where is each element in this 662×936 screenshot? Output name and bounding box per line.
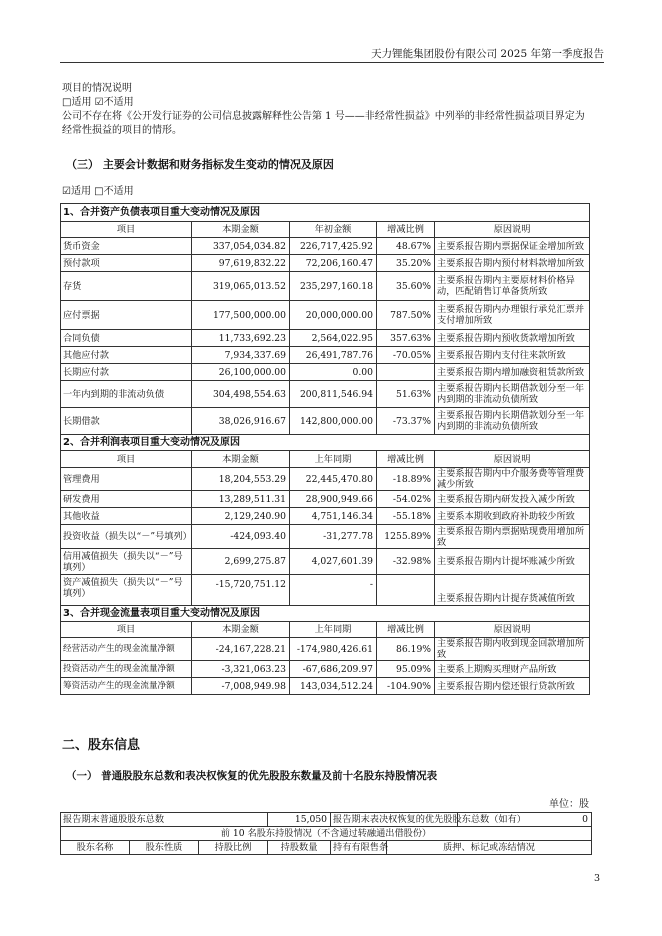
- col-header: 本期金额: [192, 222, 290, 238]
- col-header: 增减比例: [377, 622, 435, 638]
- balance-band: 1、合并资产负债表项目重大变动情况及原因: [61, 204, 435, 222]
- table-row: 合同负债 11,733,692.23 2,564,022.95 357.63% 主要系报告期内预收货款增加所致: [61, 330, 590, 347]
- total-holders-value: 15,050: [268, 813, 331, 827]
- table-row: 管理费用 18,204,553.29 22,445,470.80 -18.89% 主要系报告期内中介服务费等管理费减少所致: [61, 468, 590, 491]
- col-header: 持股数量: [268, 841, 331, 855]
- table-row: 应付票据 177,500,000.00 20,000,000.00 787.50% 主要系报告期内办理银行承兑汇票并支付增加所致: [61, 301, 590, 330]
- table-row: 投资收益（损失以“－”号填列） -424,093.40 -31,277.78 1255.89% 主要系报告期内票据贴现费用增加所致: [61, 525, 590, 549]
- page-number: 3: [593, 873, 600, 884]
- table-row: 长期应付款 26,100,000.00 0.00 主要系报告期内增加融资租赁款所致: [61, 364, 590, 381]
- col-header: 项目: [61, 622, 192, 638]
- intro-heading: 项目的情况说明: [62, 83, 132, 94]
- col-header: 持有有限售条: [331, 841, 387, 855]
- intro-para-1: 公司不存在将《公开发行证券的公司信息披露解释性公告第 1 号——非经常性损益》中列举的非经常性损益项目界定为: [62, 111, 585, 122]
- cashflow-band: 3、合并现金流量表项目重大变动情况及原因: [61, 606, 435, 622]
- table-row: 信用减值损失（损失以“－”号填列） 2,699,275.87 4,027,601.39 -32.98% 主要系报告期内计提坏账减少所致: [61, 549, 590, 575]
- col-header: 股东性质: [130, 841, 199, 855]
- col-header: 质押、标记或冻结情况: [387, 841, 592, 855]
- part-title: 二、股东信息: [62, 738, 141, 753]
- col-header: 原因说明: [435, 622, 590, 638]
- shareholder-table: [60, 812, 592, 855]
- table-row: 其他收益 2,129,240.90 4,751,146.34 -55.18% 主要系本期收到政府补助较少所致: [61, 508, 590, 525]
- col-header: 原因说明: [435, 451, 590, 468]
- table-row: 研发费用 13,289,511.31 28,900,949.66 -54.02% 主要系报告期内研发投入减少所致: [61, 491, 590, 508]
- balance-table: [60, 203, 590, 695]
- col-header: 股东名称: [61, 841, 130, 855]
- preferred-holders-value: 0: [458, 813, 592, 827]
- table-row: 存货 319,065,013.52 235,297,160.18 35.60% 主要系报告期内主要原材料价格异动，匹配销售订单备货所致: [61, 272, 590, 301]
- section-checkbox: ☑适用 □不适用: [62, 186, 134, 197]
- col-header: 项目: [61, 451, 192, 468]
- table-row: 预付款项 97,619,832.22 72,206,160.47 35.20% 主要系报告期内预付材料款增加所致: [61, 255, 590, 272]
- table-row: 投资活动产生的现金流量净额 -3,321,063.23 -67,686,209.97 95.09% 主要系上期购买理财产品所致: [61, 661, 590, 678]
- section-title: （三） 主要会计数据和财务指标发生变动的情况及原因: [66, 158, 334, 171]
- col-header: 持股比例: [199, 841, 268, 855]
- top10-title: 前 10 名股东持股情况（不含通过转融通出借股份）: [61, 827, 592, 841]
- income-band: 2、合并利润表项目重大变动情况及原因: [61, 435, 435, 451]
- report-header: 天力锂能集团股份有限公司 2025 年第一季度报告: [371, 48, 604, 60]
- col-header: 项目: [61, 222, 192, 238]
- col-header: 增减比例: [377, 451, 435, 468]
- preferred-holders-label: 报告期末表决权恢复的优先股股东总数（如有）: [331, 813, 458, 827]
- col-header: 上年同期: [290, 622, 377, 638]
- table-row: 长期借款 38,026,916.67 142,800,000.00 -73.37% 主要系报告期内长期借款划分至一年内到期的非流动负债所致: [61, 408, 590, 435]
- col-header: 年初金额: [290, 222, 377, 238]
- col-header: 本期金额: [192, 451, 290, 468]
- intro-checkbox: □适用 ☑不适用: [62, 97, 134, 108]
- table-row: 一年内到期的非流动负债 304,498,554.63 200,811,546.94 51.63% 主要系报告期内长期借款划分至一年内到期的非流动负债所致: [61, 381, 590, 408]
- table-row: 其他应付款 7,934,337.69 26,491,787.76 -70.05% 主要系报告期内支付往来款所致: [61, 347, 590, 364]
- col-header: 上年同期: [290, 451, 377, 468]
- table-row: 货币资金 337,054,034.82 226,717,425.92 48.67% 主要系报告期内票据保证金增加所致: [61, 238, 590, 255]
- col-header: 原因说明: [435, 222, 590, 238]
- col-header: 本期金额: [192, 622, 290, 638]
- col-header: 增减比例: [377, 222, 435, 238]
- header-rule: [60, 62, 604, 63]
- table-row: 资产减值损失（损失以“－”号填列） -15,720,751.12 - 主要系报告期内计提存货减值所致: [61, 575, 590, 606]
- intro-para-2: 经常性损益的项目的情形。: [62, 125, 182, 136]
- total-holders-label: 报告期末普通股股东总数: [61, 813, 268, 827]
- unit-label: 单位：股: [549, 799, 589, 810]
- subsection-title: （一） 普通股股东总数和表决权恢复的优先股股东数量及前十名股东持股情况表: [66, 770, 438, 782]
- table-row: 经营活动产生的现金流量净额 -24,167,228.21 -174,980,426.61 86.19% 主要系报告期内收到现金回款增加所致: [61, 638, 590, 661]
- table-row: 筹资活动产生的现金流量净额 -7,008,949.98 143,034,512.24 -104.90% 主要系报告期内偿还银行贷款所致: [61, 678, 590, 695]
